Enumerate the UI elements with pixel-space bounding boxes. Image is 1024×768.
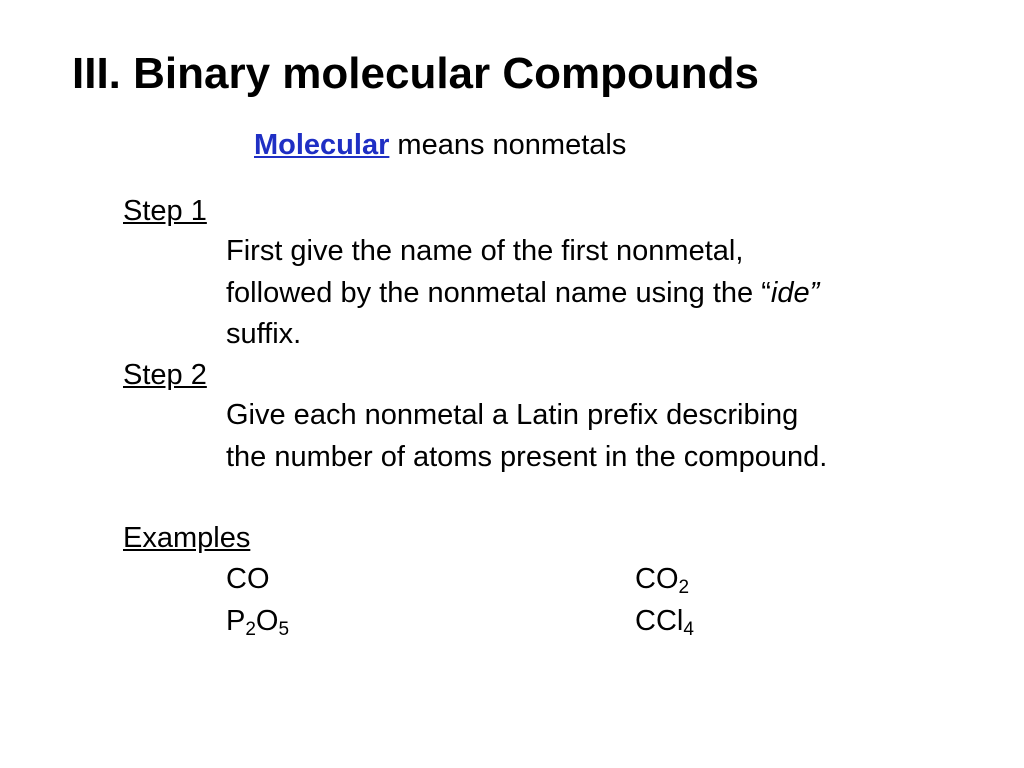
subtitle bbox=[254, 130, 626, 162]
formula-element: CO bbox=[635, 563, 679, 595]
formula-subscript: 2 bbox=[245, 619, 256, 640]
example-formula-p2o5 bbox=[226, 605, 289, 638]
step2-line1: Give each nonmetal a Latin prefix describing bbox=[226, 399, 799, 431]
step1-line2 bbox=[226, 277, 819, 310]
formula-subscript: 4 bbox=[683, 619, 694, 640]
formula-element: P bbox=[226, 605, 246, 637]
formula-element: CCl bbox=[635, 605, 684, 637]
slide-title: III. Binary molecular Compounds bbox=[72, 49, 760, 98]
formula-element: O bbox=[255, 605, 279, 637]
molecular-keyword-link[interactable]: Molecular bbox=[254, 129, 390, 161]
examples-heading: Examples bbox=[123, 522, 251, 554]
step1-line2-text: followed by the nonmetal name using the “ bbox=[226, 277, 771, 309]
step1-line3: suffix. bbox=[226, 318, 302, 350]
example-formula-ccl4 bbox=[635, 605, 694, 638]
step1-heading: Step 1 bbox=[123, 195, 207, 227]
formula-subscript: 5 bbox=[278, 619, 290, 640]
example-formula-co bbox=[226, 563, 270, 596]
step2-heading: Step 2 bbox=[123, 359, 207, 391]
formula-subscript: 2 bbox=[678, 577, 690, 598]
example-formula-co2 bbox=[635, 563, 689, 596]
subtitle-rest: means nonmetals bbox=[389, 129, 627, 161]
formula-element: CO bbox=[226, 563, 270, 595]
step1-line1: First give the name of the first nonmetal, bbox=[226, 235, 744, 267]
step2-line2: the number of atoms present in the compound. bbox=[226, 441, 828, 473]
ide-suffix-text: ide” bbox=[770, 277, 820, 309]
